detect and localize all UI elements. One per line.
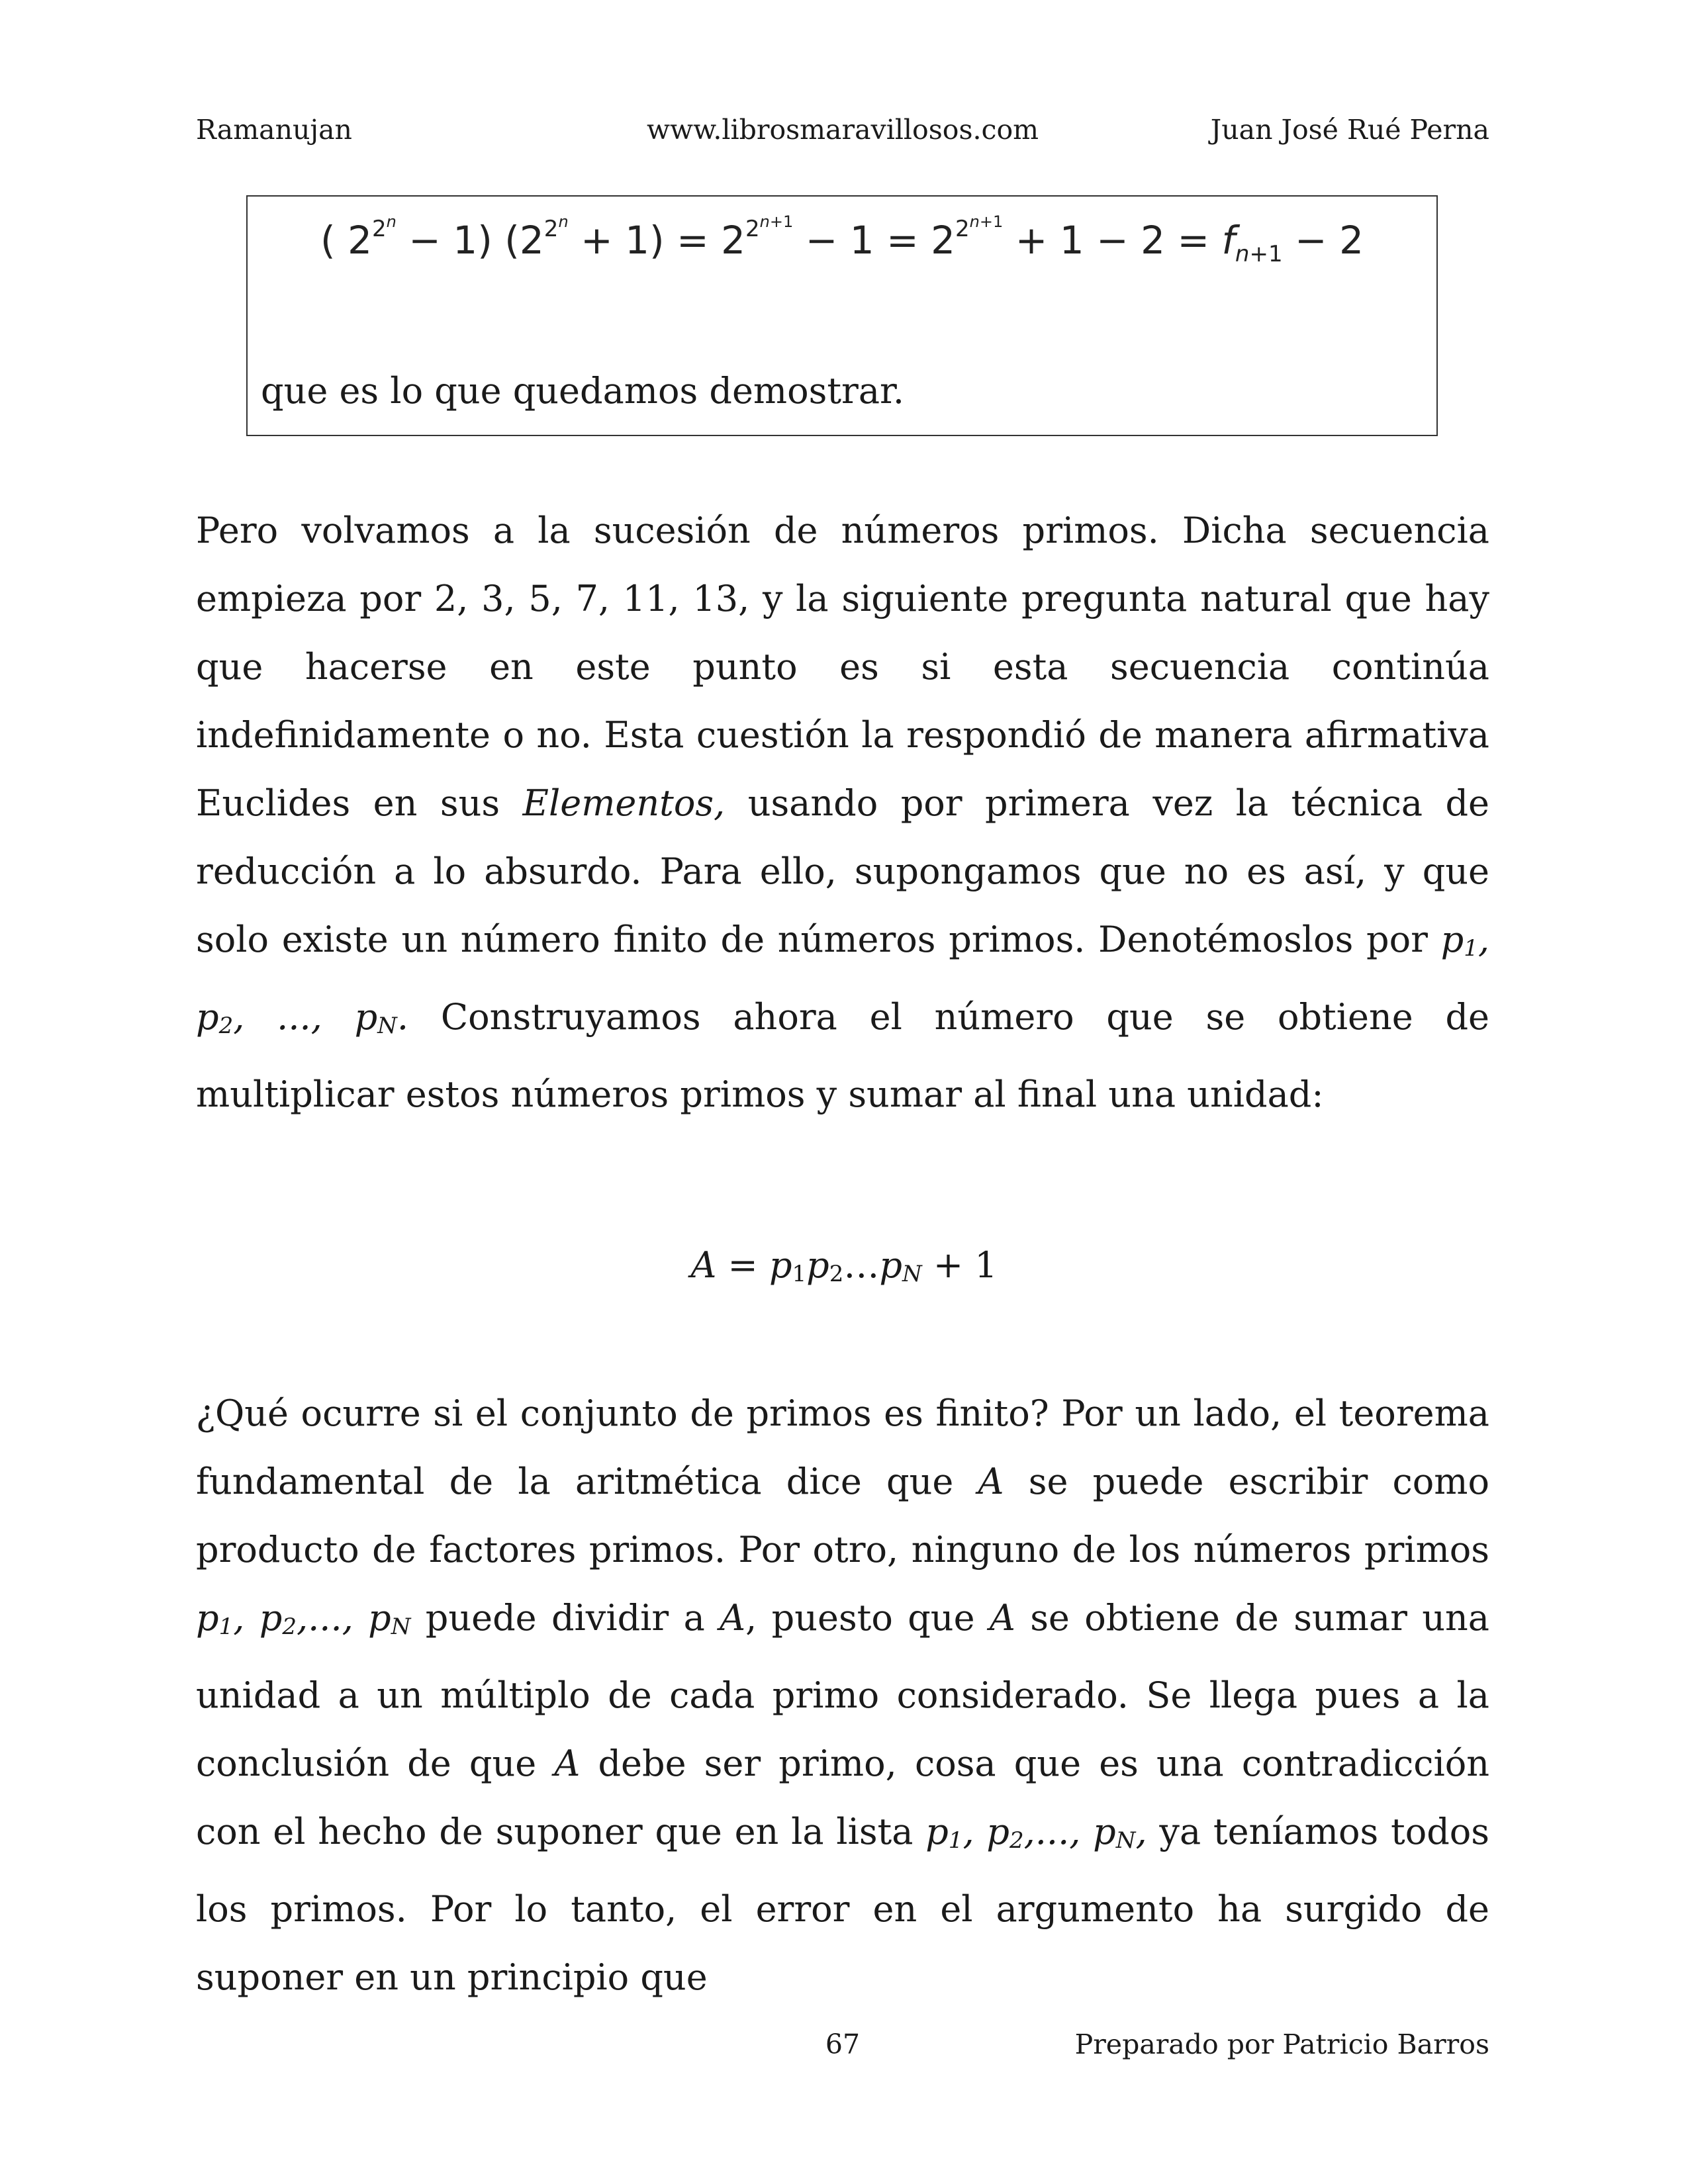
italic-elementos: Elementos, xyxy=(522,782,726,824)
equation-plus-one: + 1 xyxy=(921,1244,998,1286)
paragraph-contradiction: ¿Qué ocurre si el conjunto de primos es finito? Por un lado, el teorema fundamental de la aritmética dice que A se puede escribir como producto de factores primos. Por otro, ninguno de los números primos $p_1$, $p_2$,..., $p_N$ puede dividir a A, puesto que A se obtiene de sumar una unidad a un múltiplo de cada primo considerado. Se llega pues a la conclusión de que A debe ser primo, cosa que es una contradicción con el hecho de suponer que en la lista $p_1$, $p_2$,..., $p_N$, ya teníamos todos los primos. Por lo tanto, el error en el argumento ha surgido de suponer en un principio que xyxy=(196,1392,1490,1998)
header-book-title: Ramanujan xyxy=(196,114,352,146)
paragraph-text: Construyamos ahora el número que se obtiene de multiplicar estos números primos y sumar al final una unidad: xyxy=(196,996,1489,1115)
header-author: Juan José Rué Perna xyxy=(1210,114,1489,146)
variable-A: A xyxy=(554,1743,581,1784)
equation-lhs: A xyxy=(690,1244,717,1286)
proof-box xyxy=(246,195,1438,436)
paragraph-text: se obtiene de sumar una unidad a un múltiplo de cada primo considerado. Se llega pues a la conclusión de que xyxy=(196,1597,1489,1784)
proof-conclusion-text: que es lo que quedamos demostrar. xyxy=(261,370,905,412)
paragraph-text: , puesto que xyxy=(745,1597,990,1639)
header-website: www.librosmaravillosos.com xyxy=(646,114,1039,146)
paragraph-euclid: Pero volvamos a la sucesión de números primos. Dicha secuencia empieza por 2, 3, 5, 7, 11, 13, y la siguiente pregunta natural que hay que hacerse en este punto es si esta secuencia continúa indefinidamente o no. Esta cuestión la respondió de manera afirmativa Euclides en sus Elementos, usando por primera vez la técnica de reducción a lo absurdo. Para ello, supongamos que no es así, y que solo existe un número finito de números primos. Denotémoslos por $p_1$, $p_2$, ..., $p_N$. Construyamos ahora el número que se obtiene de multiplicar estos números primos y sumar al final una unidad: xyxy=(196,510,1490,1115)
equation-equals: = xyxy=(716,1244,769,1286)
euclid-number-equation: $A = p_1p_2\dots p_N + 1$ xyxy=(690,1244,998,1287)
paragraph-text: ¿Qué ocurre si el conjunto de primos es finito? Por un lado, el teorema fundamental de la aritmética dice que xyxy=(196,1392,1489,1502)
paragraph-text: debe ser primo, cosa que es una contradicción con el hecho de suponer que en la lista xyxy=(196,1743,1490,1852)
page-number: 67 xyxy=(825,2028,861,2060)
variable-A: A xyxy=(720,1597,746,1639)
paragraph-text: se puede escribir como producto de factores primos. Por otro, ninguno de los números primos xyxy=(196,1461,1489,1570)
paragraph-text: ya teníamos todos los primos. Por lo tanto, el error en el argumento ha surgido de suponer en un principio que xyxy=(196,1811,1489,1998)
paragraph-text: Pero volvamos a la sucesión de números primos. Dicha secuencia empieza por 2, 3, 5, 7, 11, 13, y la siguiente pregunta natural que hay que hacerse en este punto es si esta secuencia continúa indefinidamente o no. Esta cuestión la respondió de manera afirmativa Euclides en sus xyxy=(196,510,1489,824)
variable-A: A xyxy=(989,1597,1015,1639)
paragraph-text: puede dividir a xyxy=(410,1597,720,1639)
footer-credit: Preparado por Patricio Barros xyxy=(1074,2028,1489,2060)
variable-A: A xyxy=(978,1461,1004,1502)
page-footer xyxy=(196,2028,1489,2068)
page-header xyxy=(196,114,1489,154)
paragraph-text: usando por primera vez la técnica de reducción a lo absurdo. Para ello, supongamos que no es así, y que solo existe un número finito de números primos. Denotémoslos por xyxy=(196,782,1490,960)
fermat-identity-formula: ( $2^{2^n} - 1$) $(2^{2^n} + 1) = 2^{2^{n+1}} - 1 = 2^{2^{n+1}} + 1 - 2 = f_{n+1} - 2$ xyxy=(320,212,1364,267)
